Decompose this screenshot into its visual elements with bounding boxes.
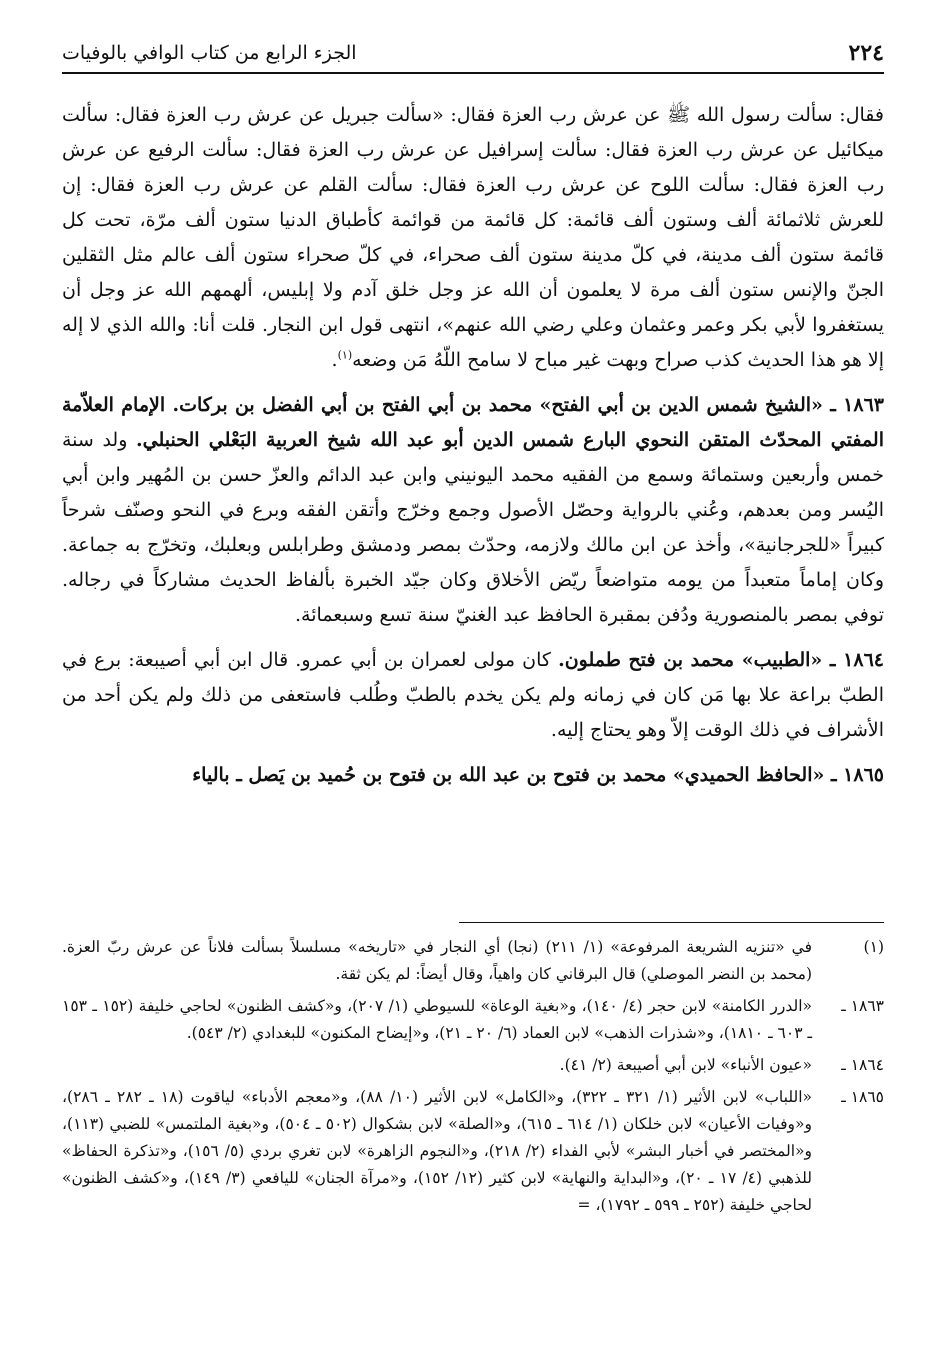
footnote-number: (١) [863, 938, 884, 956]
footnote-divider [459, 922, 884, 923]
entry-text: ولد سنة خمس وأربعين وستمائة وسمع من الفقيه محمد اليونيني وابن عبد الدائم والعزّ حسن بن المُهير وابن أبي اليُسر ومن بعدهم، وعُني بالرواية وحصّل الأصول وجمع وخرّج وأتقن الفقه وبرع في النحو وصنّف شرحاً كبيراً «للجرجانية»، وأخذ عن ابن مالك ولازمه، وحدّث بمصر ودمشق وطرابلس وبعلبك، وتخرّج به جماعة. وكان إماماً متعبداً من يومه متواضعاً ريّض الأخلاق وكان جيّد الخبرة بألفاظ الحديث مشاركاً في رجاله. توفي بمصر بالمنصورية ودُفن بمقبرة الحافظ عبد الغنيّ سنة تسع وسبعمائة. [62, 429, 884, 626]
intro-text: فقال: سألت رسول الله ﷺ عن عرش رب العزة فقال: «سألت جبريل عن عرش رب العزة فقال: سألت ميكائيل عن عرش رب العزة فقال: سألت إسرافيل عن عرش رب العزة فقال: سألت الرفيع عن عرش رب العزة فقال: سألت اللوح عن عرش رب العزة فقال: سألت القلم عن عرش رب العزة فقال: إن للعرش ثلاثمائة ألف وستون ألف قائمة: كل قائمة من قوائمة كأطباق الدنيا ستون ألف مرّة، تحت كل قائمة ستون ألف مدينة، في كلّ مدينة ستون ألف صحراء، في كلّ صحراء ستون ألف عالم مثل الثقلين الجنّ والإنس ستون ألف مرة لا يعلمون أن الله عز وجل خلق آدم ولا إبليس، ألهمهم الله عز وجل أن يستغفروا لأبي بكر وعمر وعثمان وعلي رضي الله عنهم»، انتهى قول ابن النجار. قلت أنا: والله الذي لا إله إلا هو هذا الحديث كذب صراح وبهت غير مباح لا سامح اللّهُ مَن وضعه [62, 104, 884, 371]
footnote [62, 993, 884, 1047]
biography-entry-1865 [62, 758, 884, 793]
footnote [62, 1084, 884, 1219]
footnote [62, 934, 884, 988]
entry-text: كان مولى لعمران بن أبي عمرو. قال ابن أبي أصيبعة: برع في الطبّ براعة علا بها مَن كان في زمانه ولم يكن يخدم بالطبّ وطُلب فاستعفى من ذلك ولم يكن أحد من الأشراف في ذلك الوقت إلاّ وهو يحتاج إليه. [62, 649, 884, 741]
footnote-text: «اللباب» لابن الأثير (١/ ٣٢١ ـ ٣٢٢)، و«الكامل» لابن الأثير (١٠/ ٨٨)، و«معجم الأدباء» لياقوت (١٨ ـ ٢٨٢ ـ ٢٨٦)، و«وفيات الأعيان» لابن خلكان (١/ ٦١٤ ـ ٦١٥)، و«الصلة» لابن بشكوال (٥٠٢ ـ ٥٠٤)، و«بغية الملتمس» للضبي (١١٣)، و«المختصر في أخبار البشر» لأبي الفداء (٢/ ٢١٨)، و«النجوم الزاهرة» لابن تغري بردي (٥/ ١٥٦)، و«تذكرة الحفاظ» للذهبي (٤/ ١٧ ـ ٢٠)، و«البداية والنهاية» لابن كثير (١٢/ ١٥٢)، و«مرآة الجنان» لليافعي (٣/ ١٤٩)، و«كشف الظنون» لحاجي خليفة (٢٥٢ ـ ٥٩٩ ـ ١٧٩٢)، = [62, 1088, 812, 1214]
footnote-text: «الدرر الكامنة» لابن حجر (٤/ ١٤٠)، و«بغية الوعاة» للسيوطي (١/ ٢٠٧)، و«كشف الظنون» لحاجي خليفة (١٥٢ ـ ١٥٣ ـ ٦٠٣ ـ ١٨١٠)، و«شذرات الذهب» لابن العماد (٦/ ٢٠ ـ ٢١)، و«إيضاح المكنون» للبغدادي (٢/ ٥٤٣). [62, 997, 812, 1042]
biography-entry-1863 [62, 388, 884, 633]
footnote-number: ١٨٦٤ ـ [841, 1056, 884, 1074]
footnote-number: ١٨٦٥ ـ [841, 1088, 884, 1106]
page-number: ٢٢٤ [848, 40, 884, 66]
footnote [62, 1052, 884, 1079]
footnote-reference: (١) [337, 348, 353, 362]
page-header [62, 34, 884, 74]
footnote-text: في «تنزيه الشريعة المرفوعة» (١/ ٢١١) (نجا) أي النجار في «تاريخه» مسلسلاً بسألت فلاناً عن عرش ربّ العزة. (محمد بن النضر الموصلي) قال البرقاني كان واهياً، وقال أيضاً: لم يكن ثقة. [62, 938, 813, 983]
entry-heading: ١٨٦٣ ـ «الشيخ شمس الدين بن أبي الفتح» محمد بن أبي الفتح بن أبي الفضل بن بركات. الإمام العلاّمة المفتي المحدّث المتقن النحوي البارع شمس الدين أبو عبد الله شيخ العربية البَعْلي الحنبلي. [62, 394, 884, 451]
entry-heading: ١٨٦٥ ـ «الحافظ الحميدي» محمد بن فتوح بن عبد الله بن فتوح بن حُميد بن يَصل ـ بالياء [192, 764, 884, 786]
intro-paragraph: فقال: سألت رسول الله ﷺ عن عرش رب العزة فقال: «سألت جبريل عن عرش رب العزة فقال: سألت ميكائيل عن عرش رب العزة فقال: سألت إسرافيل عن عرش رب العزة فقال: سألت الرفيع عن عرش رب العزة فقال: سألت اللوح عن عرش رب العزة فقال: سألت القلم عن عرش رب العزة فقال: إن للعرش ثلاثمائة ألف وستون ألف قائمة: كل قائمة من قوائمة كأطباق الدنيا ستون ألف مرّة، تحت كل قائمة ستون ألف مدينة، في كلّ مدينة ستون ألف صحراء، في كلّ صحراء ستون ألف عالم مثل الثقلين الجنّ والإنس ستون ألف مرة لا يعلمون أن الله عز وجل خلق آدم ولا إبليس، ألهمهم الله عز وجل أن يستغفروا لأبي بكر وعمر وعثمان وعلي رضي الله عنهم»، انتهى قول ابن النجار. قلت أنا: والله الذي لا إله إلا هو هذا الحديث كذب صراح وبهت غير مباح لا سامح اللّهُ مَن وضعه$^{(١)}$. [62, 104, 884, 371]
running-title: الجزء الرابع من كتاب الوافي بالوفيات [62, 42, 357, 64]
main-text [62, 98, 884, 799]
entry-heading: ١٨٦٤ ـ «الطبيب» محمد بن فتح طملون. [558, 649, 884, 671]
footnote-text: «عيون الأنباء» لابن أبي أصيبعة (٢/ ٤١). [559, 1056, 812, 1074]
footnotes [62, 934, 884, 1224]
footnote-number: ١٨٦٣ ـ [841, 997, 884, 1015]
biography-entry-1864 [62, 643, 884, 748]
